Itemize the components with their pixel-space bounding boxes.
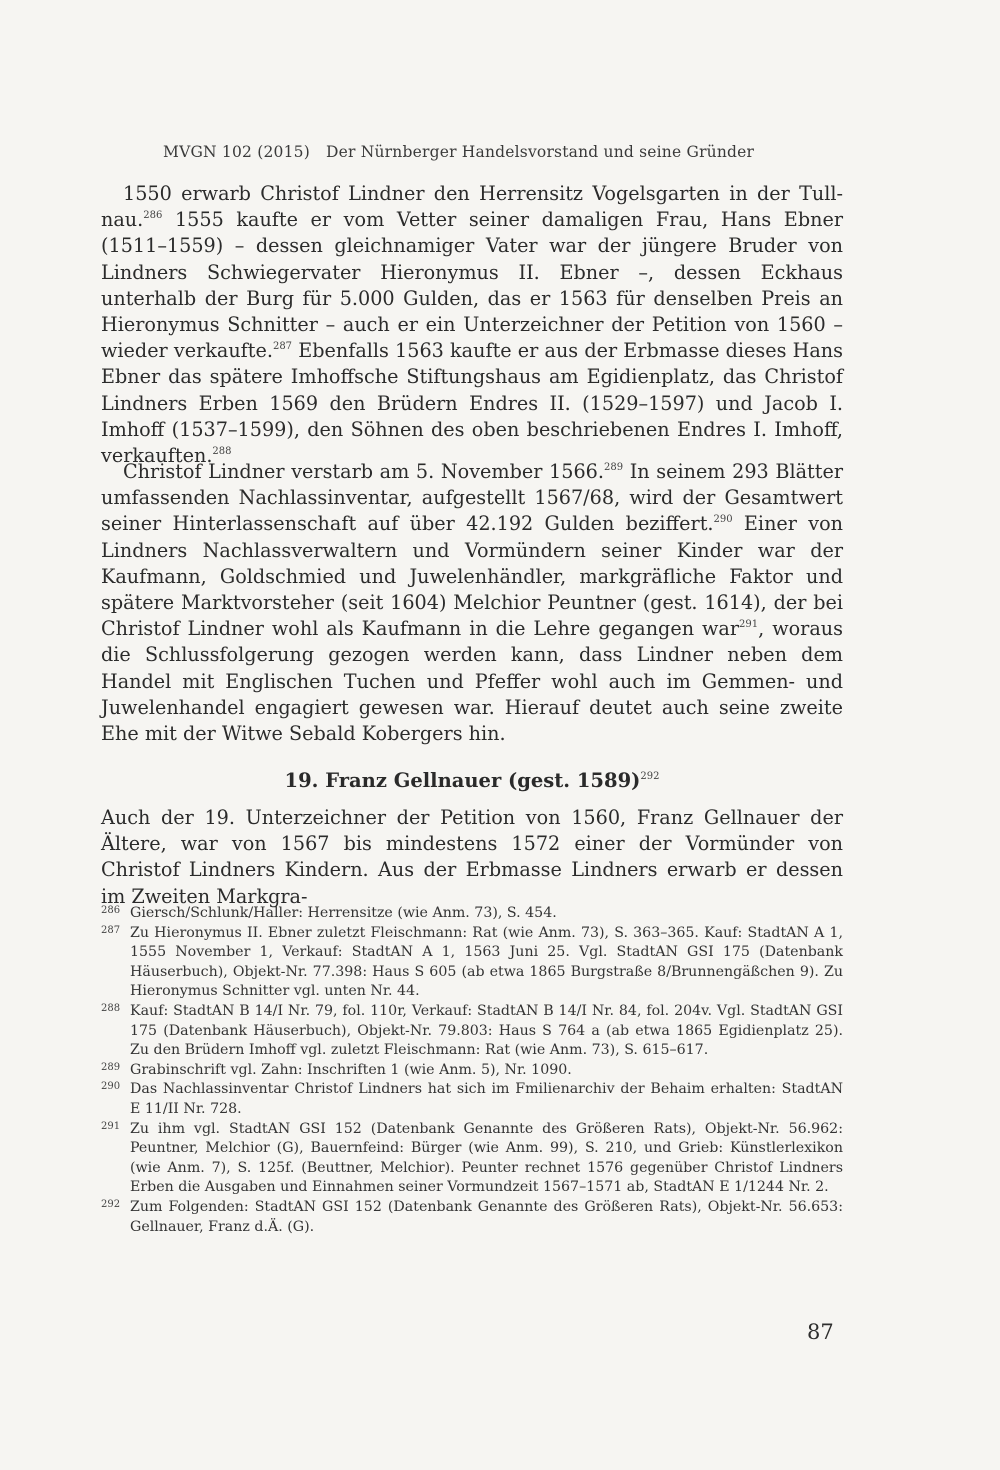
footnotes — [101, 904, 843, 1237]
section-heading-text: 19. Franz Gellnauer (gest. 1589) — [284, 769, 641, 792]
footnote-text: Kauf: StadtAN B 14/I Nr. 79, fol. 110r, Verkauf: StadtAN B 14/I Nr. 84, fol. 204v. Vgl. StadtAN GSI 175 (Datenbank Häuserbuch), Objekt-Nr. 79.803: Haus S 764 a (ab etwa 1865 Egidienplatz 25). Zu den Brüdern Imhoff vgl. zuletzt Fleischmann: Rat (wie Anm. 73), S. 615–617. — [130, 1002, 843, 1059]
text-run: Christof Lindner verstarb am 5. November 1566. — [123, 460, 604, 483]
text-run: In seinem 293 Blätter umfassenden Nachlassinventar, aufgestellt 1567/68, wird der Gesamtwert seiner Hinterlassenschaft auf über 42.192 Gulden beziffert. — [101, 460, 844, 536]
footnote-number: 286 — [101, 905, 121, 916]
footnote-ref: 287 — [272, 341, 293, 353]
paragraph-1 — [101, 181, 843, 469]
footnote-ref: 290 — [713, 514, 733, 526]
footnote-ref: 292 — [640, 771, 660, 782]
paragraph-text — [101, 459, 843, 747]
footnote — [101, 904, 843, 924]
text-run: Einer von Lindners Nachlassverwaltern und Vormündern seiner Kinder war der Kaufmann, Goldschmied und Juwelenhändler, markgräfliche Faktor und spätere Marktvorsteher (seit 1604) Melchior Peuntner (gest. 1614), der bei Christof Lindner wohl als Kaufmann in die Lehre gegangen war — [101, 512, 843, 641]
running-head — [163, 143, 754, 161]
paragraph-text — [101, 805, 843, 910]
footnote — [101, 1061, 843, 1081]
footnote-number: 290 — [101, 1081, 121, 1093]
footnote — [101, 1120, 843, 1198]
page-number: 87 — [807, 1320, 834, 1344]
text-run: 1550 erwarb Christof Lindner den Herrensitz Vogelsgarten in der Tullnau. — [101, 182, 843, 232]
text-run: Auch der 19. Unterzeichner der Petition von 1560, Franz Gellnauer der Ältere, war von 1567 bis mindestens 1572 einer der Vormünder von Christof Lindners Kindern. Aus der Erbmasse Lindners erwarb er dessen im Zweiten Markgra- — [101, 806, 843, 908]
footnote-number: 292 — [101, 1198, 121, 1210]
section-heading — [101, 769, 843, 792]
footnote-ref: 291 — [739, 619, 759, 631]
footnote-ref: 286 — [143, 210, 163, 222]
text-run: , woraus die Schlussfolgerung gezogen werden kann, dass Lindner neben dem Handel mit Englischen Tuchen und Pfeffer wohl auch im Gemmen- und Juwelenhandel engagiert gewesen war. Hierauf deutet auch seine zweite Ehe mit der Witwe Sebald Kobergers hin. — [101, 617, 843, 746]
footnote-number: 288 — [101, 1002, 121, 1014]
footnote — [101, 1080, 843, 1119]
footnote-text: Zu Hieronymus II. Ebner zuletzt Fleischmann: Rat (wie Anm. 73), S. 363–365. Kauf: StadtAN A 1, 1555 November 1, Verkauf: StadtAN A 1, 1563 Juni 25. Vgl. StadtAN GSI 175 (Datenbank Häuserbuch), Objekt-Nr. 77.398: Haus S 605 (ab etwa 1865 Burgstraße 8/Brunnengäßchen 9). Zu Hieronymus Schnitter vgl. unten Nr. 44. — [130, 924, 843, 1000]
running-title: Der Nürnberger Handelsvorstand und seine Gründer — [326, 143, 755, 161]
journal-reference: MVGN 102 (2015) — [163, 143, 310, 161]
footnote-number: 291 — [101, 1120, 121, 1132]
text-run: 1555 kaufte er vom Vetter seiner damaligen Frau, Hans Ebner (1511–1559) – dessen gleichnamiger Vater war der jüngere Bruder von Lindners Schwiegervater Hieronymus II. Ebner –, dessen Eckhaus unterhalb der Burg für 5.000 Gulden, das er 1563 für denselben Preis an Hieronymus Schnitter – auch er ein Unterzeichner der Petition von 1560 – wieder verkaufte. — [101, 208, 843, 363]
footnote-ref: 289 — [603, 462, 624, 473]
footnote-text: Zu ihm vgl. StadtAN GSI 152 (Datenbank Genannte des Größeren Rats), Objekt-Nr. 56.962: Peuntner, Melchior (G), Bauernfeind: Bürger (wie Anm. 99), S. 210, und Grieb: Künstlerlexikon (wie Anm. 7), S. 125f. (Beuttner, Melchior). Peunter rechnet 1576 gegenüber Christof Lindners Erben die Ausgaben und Einnahmen seiner Vormundzeit 1567–1571 ab, StadtAN E 1/1244 Nr. 2. — [130, 1120, 843, 1196]
paragraph-text — [101, 181, 843, 469]
footnote-text: Das Nachlassinventar Christof Lindners hat sich im Fmilienarchiv der Behaim erhalten: StadtAN E 11/II Nr. 728. — [130, 1081, 843, 1117]
footnote-ref: 288 — [212, 446, 232, 458]
paragraph-2 — [101, 459, 843, 747]
footnote-text: Giersch/Schlunk/Haller: Herrensitze (wie Anm. 73), S. 454. — [130, 905, 557, 921]
paragraph-3 — [101, 805, 843, 910]
text-run: Ebenfalls 1563 kaufte er aus der Erbmasse dieses Hans Ebner das spätere Imhoffsche Stiftungshaus am Egidienplatz, das Christof Lindners Erben 1569 den Brüdern Endres II. (1529–1597) und Jacob I. Imhoff (1537–1599), den Söhnen des oben beschriebenen Endres I. Imhoff, verkauften. — [101, 339, 843, 468]
footnote — [101, 1198, 843, 1237]
footnote-text: Zum Folgenden: StadtAN GSI 152 (Datenbank Genannte des Größeren Rats), Objekt-Nr. 56.653: Gellnauer, Franz d.Ä. (G). — [130, 1198, 843, 1235]
footnote-number: 287 — [101, 924, 121, 936]
footnote-number: 289 — [101, 1061, 121, 1073]
footnote-text: Grabinschrift vgl. Zahn: Inschriften 1 (wie Anm. 5), Nr. 1090. — [130, 1061, 572, 1078]
footnote — [101, 1002, 843, 1061]
footnote — [101, 924, 843, 1002]
